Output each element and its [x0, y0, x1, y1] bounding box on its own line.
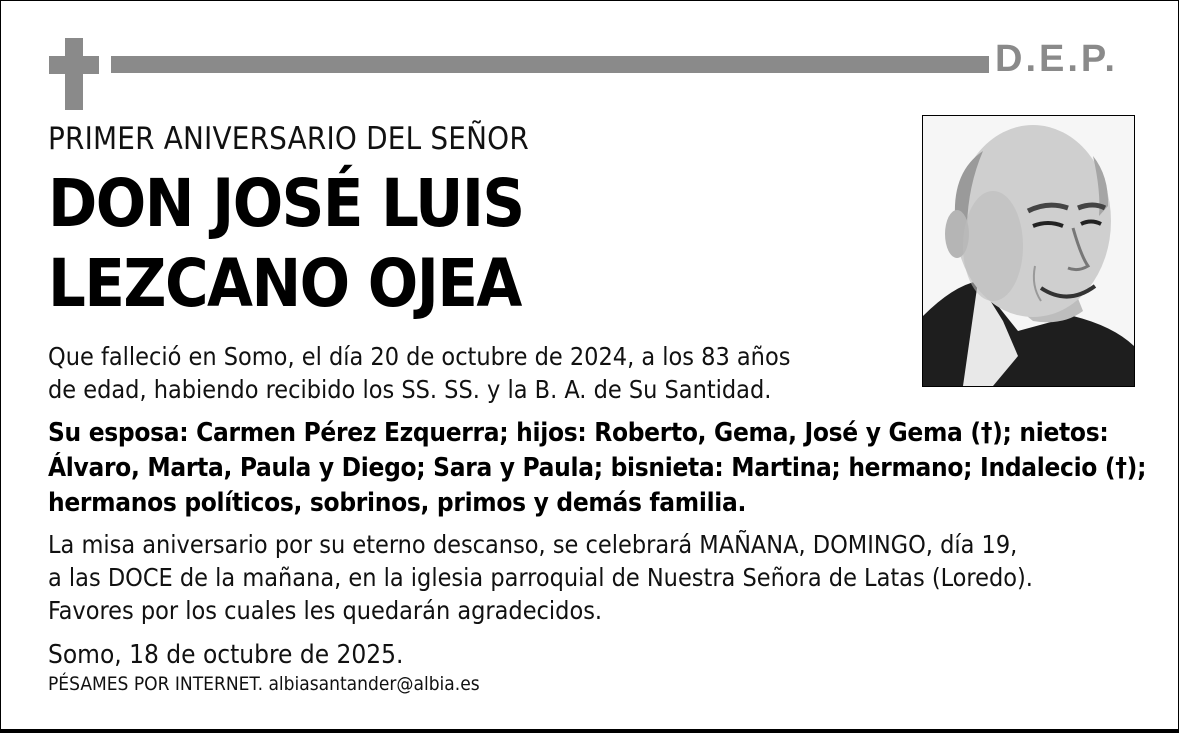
deceased-name-line-1: DON JOSÉ LUIS: [48, 165, 524, 242]
passing-paragraph: [48, 340, 790, 406]
mass-line-2: a las DOCE de la mañana, en la iglesia parroquial de Nuestra Señora de Latas (Loredo).: [48, 563, 1033, 592]
family-line-2: Álvaro, Marta, Paula y Diego; Sara y Paula; bisnieta: Martina; hermano; Indalecio (†);: [48, 453, 1147, 483]
deceased-name-line-2: LEZCANO OJEA: [48, 245, 521, 322]
condolences-line: PÉSAMES POR INTERNET. albiasantander@albia.es: [48, 673, 480, 695]
anniversary-heading: PRIMER ANIVERSARIO DEL SEÑOR: [48, 121, 529, 157]
passing-line-1: Que falleció en Somo, el día 20 de octubre de 2024, a los 83 años: [48, 342, 791, 371]
family-paragraph: [48, 416, 1146, 521]
mass-paragraph: [48, 528, 1033, 627]
mass-line-3: Favores por los cuales les quedarán agradecidos.: [48, 596, 603, 625]
header-rule: [111, 56, 989, 73]
passing-line-2: de edad, habiendo recibido los SS. SS. y la B. A. de Su Santidad.: [48, 375, 772, 404]
dep-label: D.E.P.: [995, 38, 1118, 80]
portrait-image: [923, 116, 1134, 386]
family-line-3: hermanos políticos, sobrinos, primos y demás familia.: [48, 488, 747, 518]
mass-line-1: La misa aniversario por su eterno descanso, se celebrará MAÑANA, DOMINGO, día 19,: [48, 530, 1018, 559]
family-line-1: Su esposa: Carmen Pérez Ezquerra; hijos: Roberto, Gema, José y Gema (†); nietos:: [48, 418, 1109, 448]
place-date: Somo, 18 de octubre de 2025.: [48, 640, 404, 670]
portrait-photo: [922, 115, 1135, 387]
